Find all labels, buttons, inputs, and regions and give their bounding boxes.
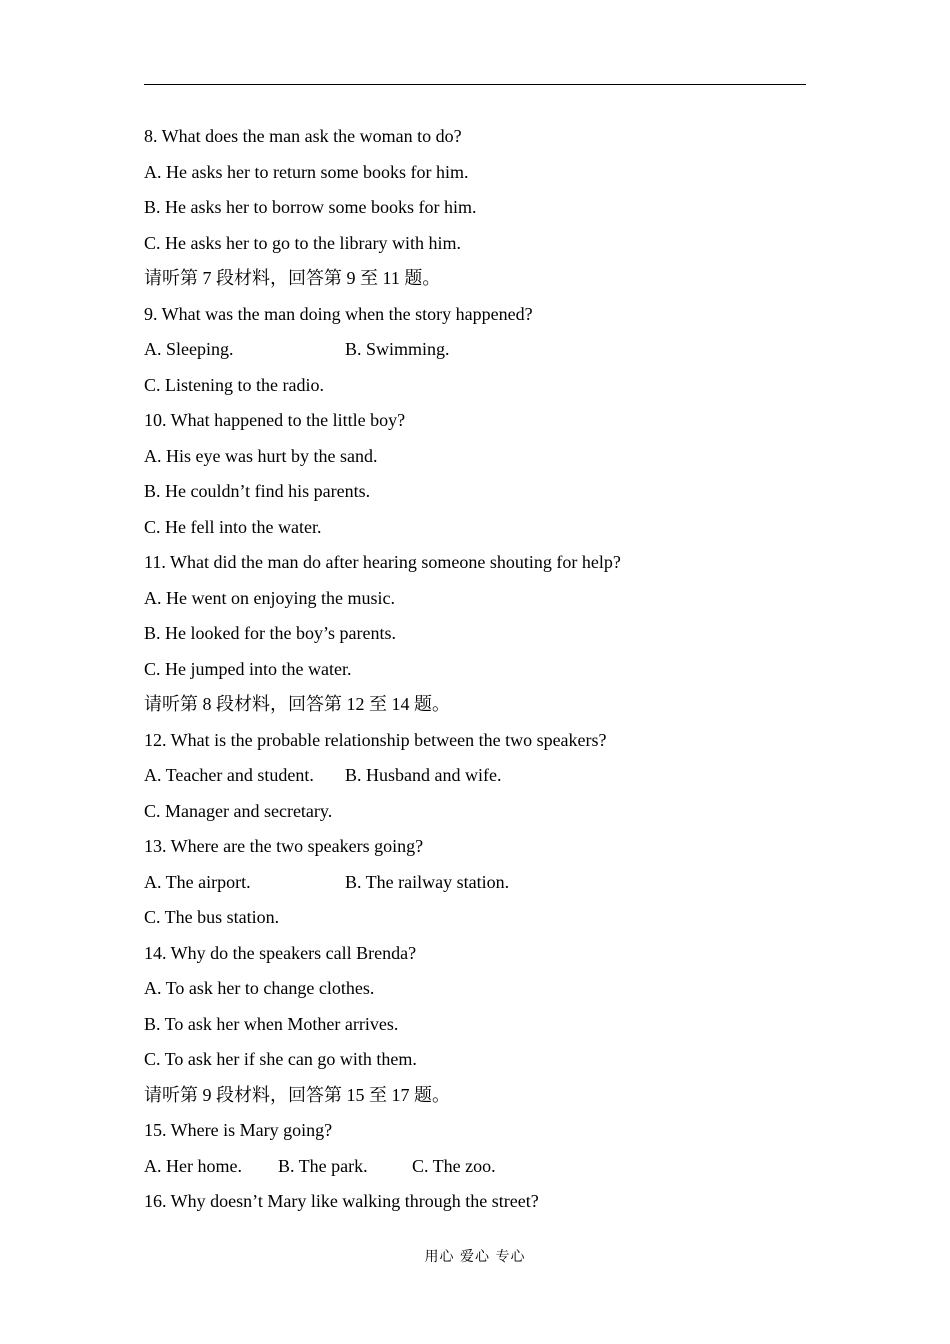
option-9b: B. Swimming. (345, 339, 450, 359)
question-13: 13. Where are the two speakers going? (144, 836, 424, 856)
question-10: 10. What happened to the little boy? (144, 410, 406, 430)
section-instruction-9: 请听第 9 段材料，回答第 15 至 17 题。 (144, 1084, 450, 1105)
option-12a: A. Teacher and student. (144, 765, 314, 785)
option-10a: A. His eye was hurt by the sand. (144, 445, 378, 466)
question-8: 8. What does the man ask the woman to do? (144, 126, 462, 146)
option-8b: B. He asks her to borrow some books for him. (144, 197, 477, 217)
question-14: 14. Why do the speakers call Brenda? (144, 942, 417, 963)
option-13c: C. The bus station. (144, 907, 280, 927)
document-body (144, 119, 806, 1220)
option-9a: A. Sleeping. (144, 339, 234, 359)
option-10b: B. He couldn’t find his parents. (144, 481, 371, 501)
options-12ab (144, 758, 806, 794)
option-11a: A. He went on enjoying the music. (144, 587, 395, 608)
option-8c: C. He asks her to go to the library with him. (144, 232, 461, 253)
header-rule (144, 84, 806, 85)
option-11b: B. He looked for the boy’s parents. (144, 623, 396, 643)
option-15a: A. Her home. (144, 1155, 242, 1176)
options-15abc (144, 1149, 806, 1185)
question-11: 11. What did the man do after hearing someone shouting for help? (144, 552, 621, 572)
option-13b: B. The railway station. (345, 871, 510, 892)
option-14b: B. To ask her when Mother arrives. (144, 1013, 399, 1034)
question-12: 12. What is the probable relationship between the two speakers? (144, 729, 607, 750)
section-instruction-8: 请听第 8 段材料，回答第 12 至 14 题。 (144, 694, 450, 714)
option-15c: C. The zoo. (412, 1155, 496, 1176)
option-14c: C. To ask her if she can go with them. (144, 1049, 417, 1069)
options-13ab (144, 865, 806, 901)
question-15: 15. Where is Mary going? (144, 1120, 333, 1140)
option-15b: B. The park. (278, 1155, 368, 1176)
option-8a: A. He asks her to return some books for him. (144, 161, 469, 182)
page-footer: 用心 爱心 专心 (424, 1249, 526, 1265)
option-14a: A. To ask her to change clothes. (144, 978, 375, 998)
option-11c: C. He jumped into the water. (144, 658, 352, 679)
question-9: 9. What was the man doing when the story happened? (144, 303, 533, 324)
option-13a: A. The airport. (144, 871, 251, 892)
options-9ab (144, 332, 806, 368)
option-12c: C. Manager and secretary. (144, 800, 333, 821)
option-9c: C. Listening to the radio. (144, 374, 324, 395)
option-10c: C. He fell into the water. (144, 516, 322, 537)
option-12b: B. Husband and wife. (345, 765, 502, 785)
question-16: 16. Why doesn’t Mary like walking through the street? (144, 1191, 539, 1211)
section-instruction-7: 请听第 7 段材料，回答第 9 至 11 题。 (144, 268, 441, 288)
